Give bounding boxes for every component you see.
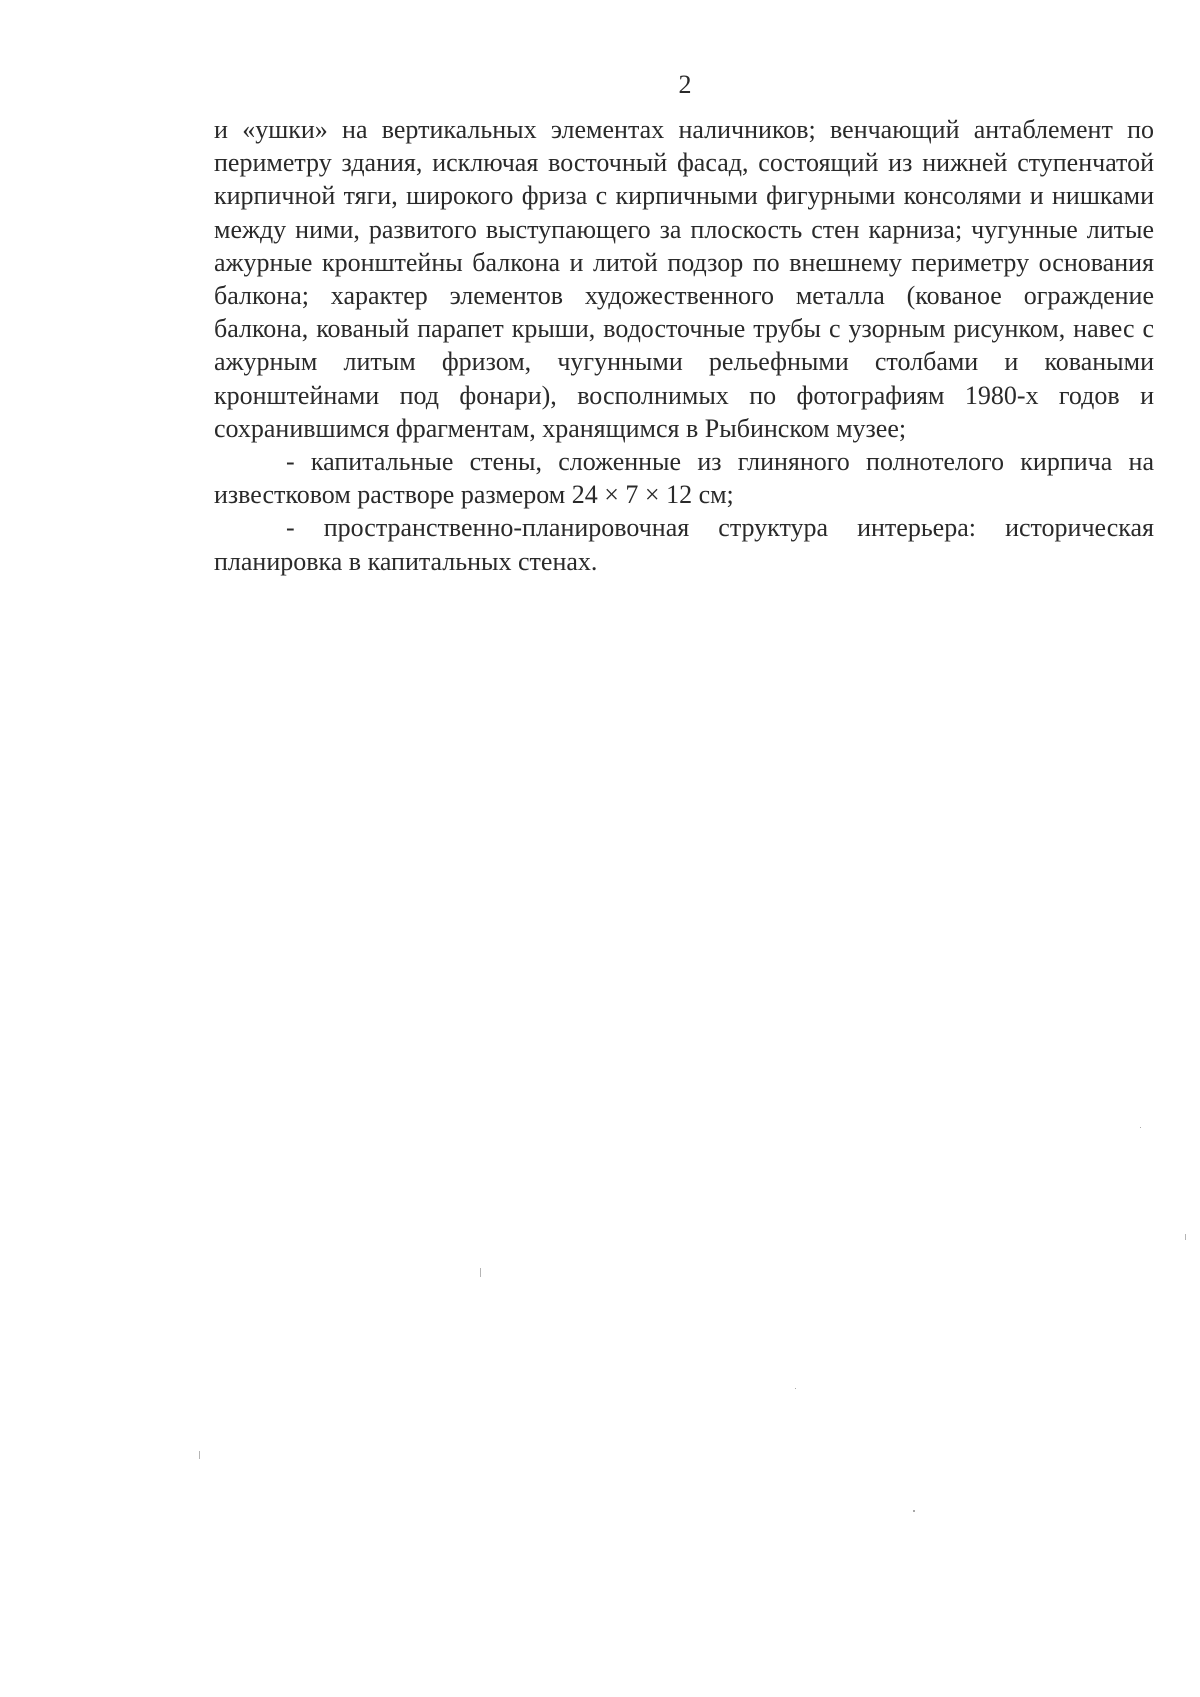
scan-mark	[1185, 1234, 1186, 1240]
paragraph-walls: - капитальные стены, сложенные из глиняного полнотелого кирпича на известковом растворе размером 24 × 7 × 12 см;	[214, 447, 1154, 510]
paragraph-continuation: и «ушки» на вертикальных элементах наличников; венчающий антаблемент по периметру здания, исключая восточный фасад, состоящий из нижней ступенчатой кирпичной тяги, широкого фриза с кирпичными фигурными консолями и нишками между ними, развитого выступающего за плоскость стен карниза; чугунные литые ажурные кронштейны балкона и литой подзор по внешнему периметру основания балкона; характер элементов художественного металла (кованое ограждение балкона, кованый парапет крыши, водосточные трубы с узорным рисунком, навес с ажурным литым фризом, чугунными рельефными столбами и коваными кронштейнами под фонари), восполнимых по фотографиям 1980-х годов и сохранившимся фрагментам, хранящимся в Рыбинском музее;	[214, 115, 1154, 443]
page-number: 2	[678, 70, 692, 99]
scan-mark	[480, 1268, 481, 1277]
scan-speck	[1140, 1127, 1141, 1128]
document-body	[214, 113, 1154, 578]
paragraph-layout: - пространственно-планировочная структура интерьера: историческая планировка в капитальных стенах.	[214, 513, 1154, 576]
scan-mark	[199, 1451, 200, 1459]
scan-speck	[795, 1388, 796, 1389]
scan-speck	[913, 1510, 915, 1512]
